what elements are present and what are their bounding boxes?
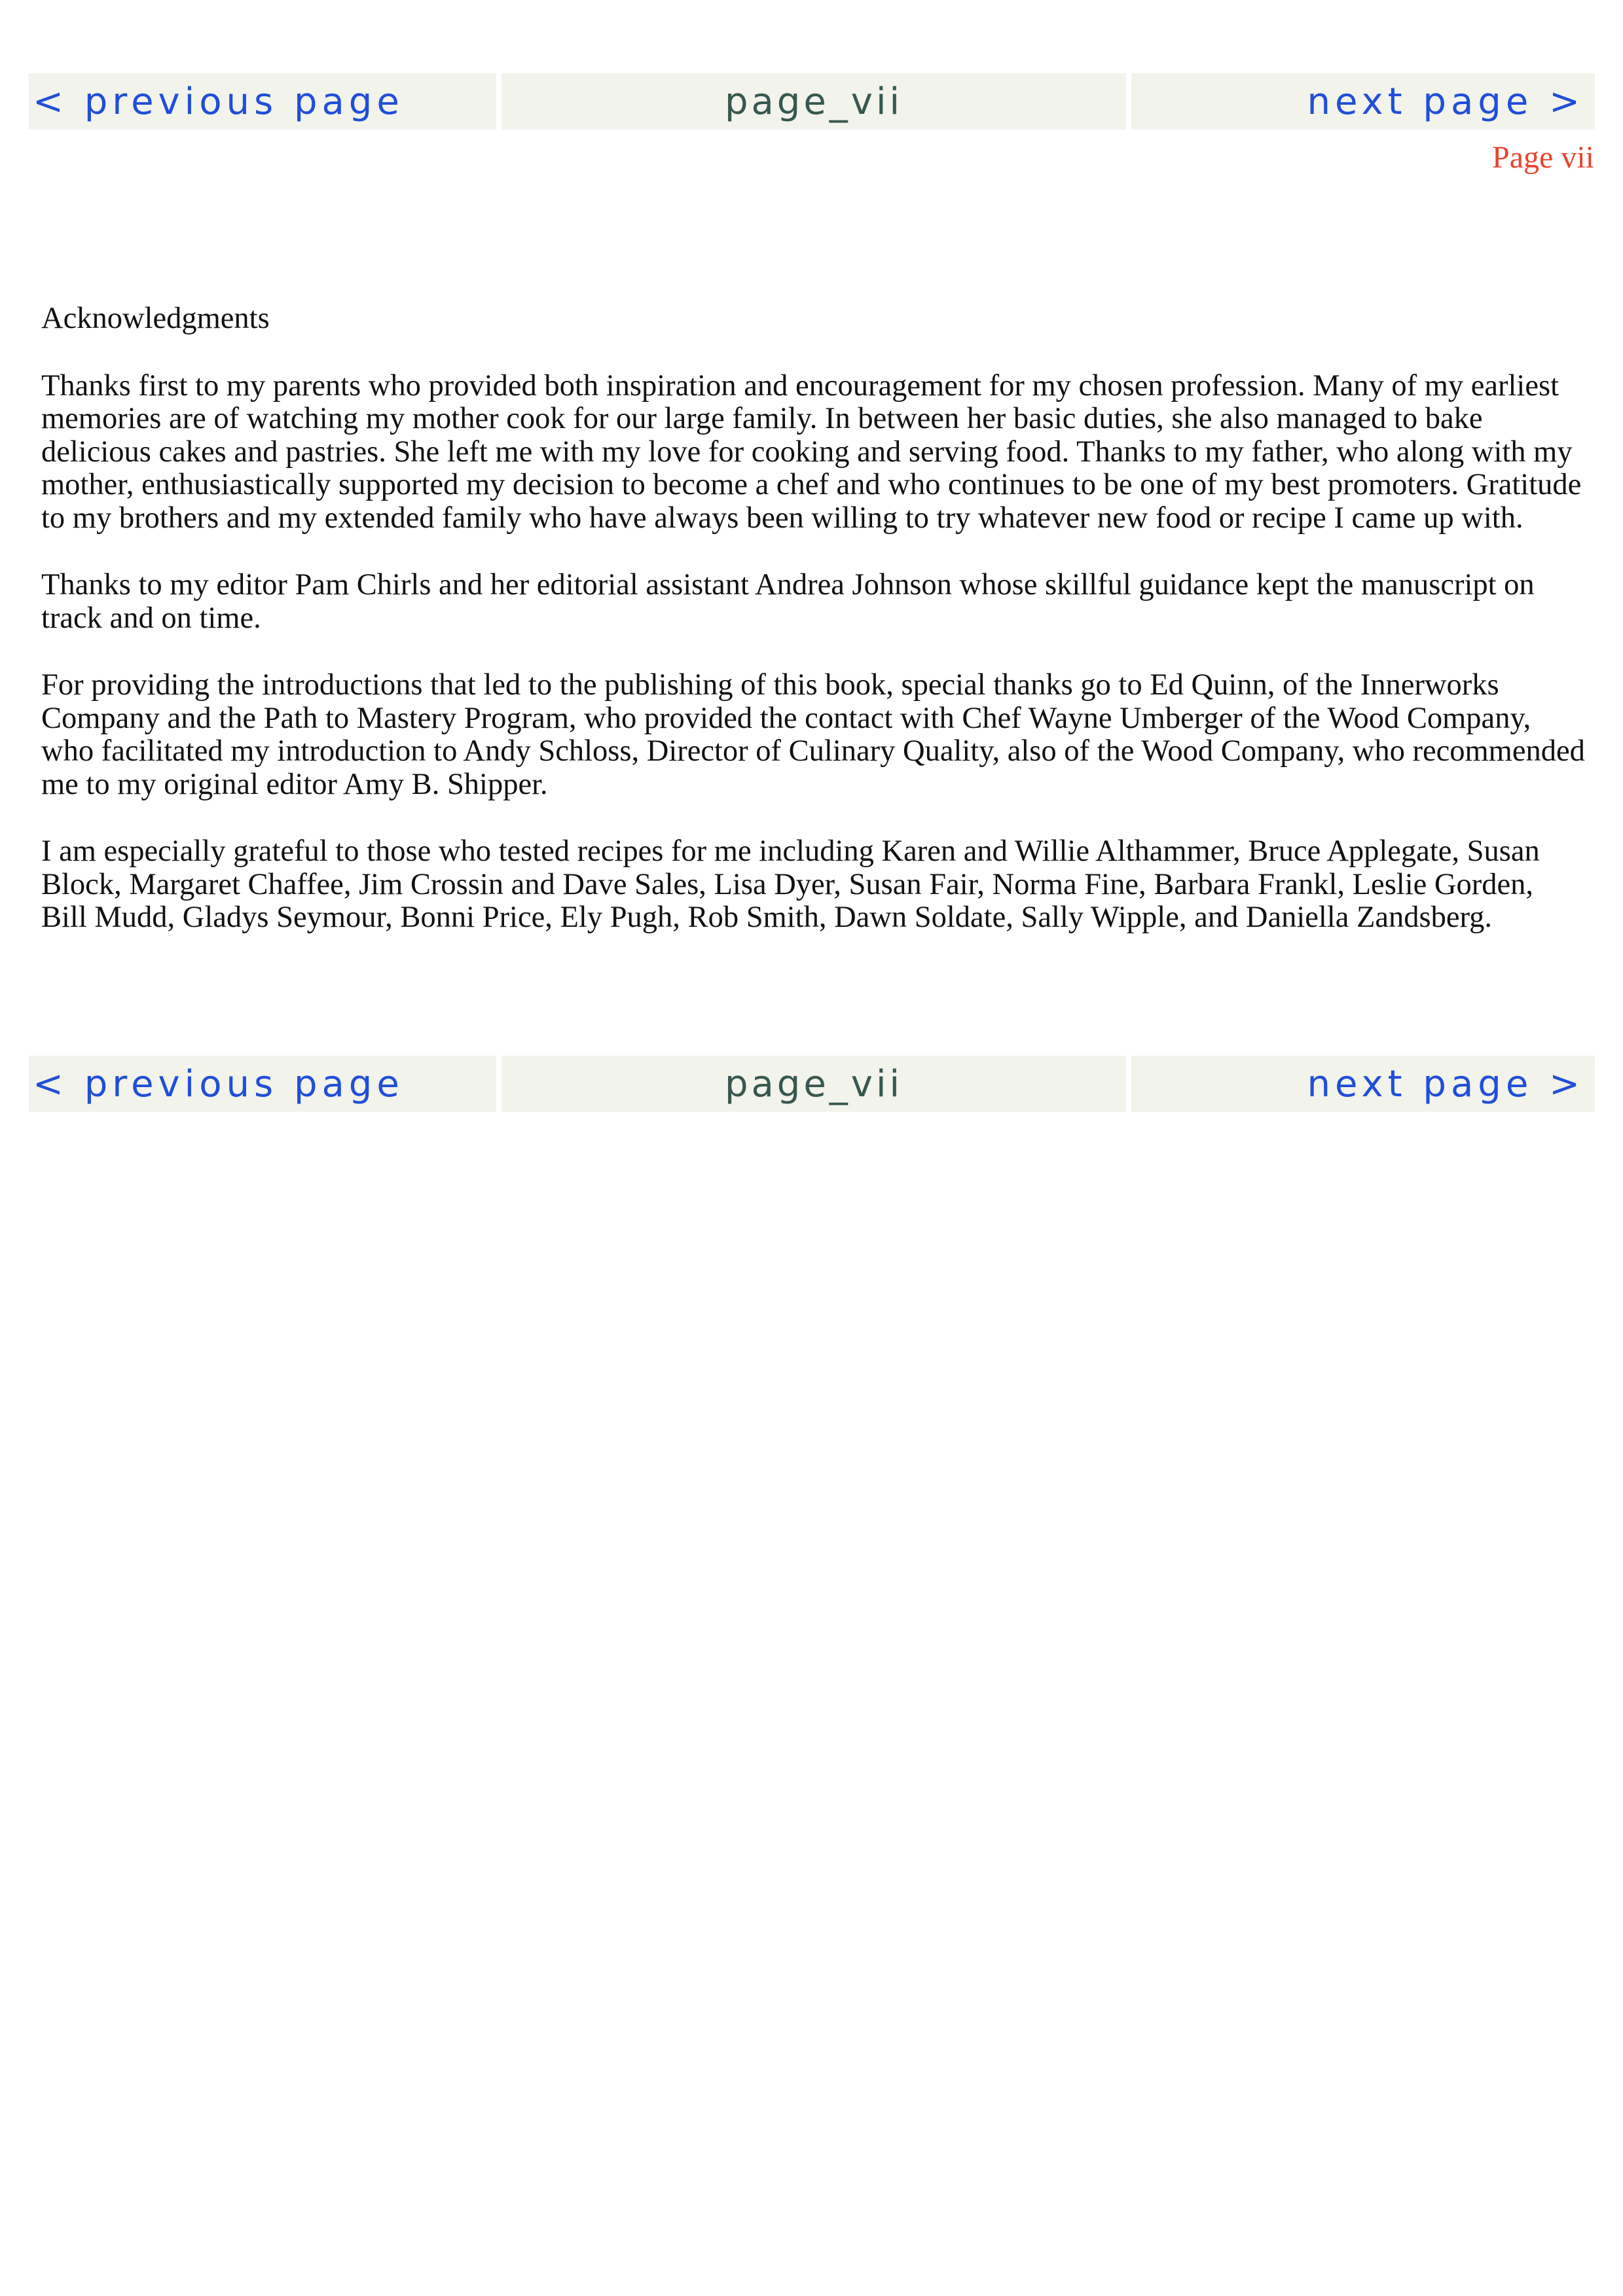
page-number-marker: Page vii bbox=[1492, 140, 1594, 175]
previous-page-link[interactable]: < previous page bbox=[29, 1056, 496, 1112]
next-page-link[interactable]: next page > bbox=[1131, 73, 1595, 130]
paragraph-recipe-testers: I am especially grateful to those who tested recipes for me including Karen and Willie Althammer, Bruce Applegate, Susan Block, Margaret Chaffee, Jim Crossin and Dave Sales, Lisa Dyer, Susan Fair, Norma Fine, Barbara Frankl, Leslie Gorden, Bill Mudd, Gladys Seymour, Bonni Price, Ely Pugh, Rob Smith, Dawn Soldate, Sally Wipple, and Daniella Zandsberg. bbox=[41, 834, 1540, 934]
paragraph-introductions: For providing the introductions that led to the publishing of this book, special thanks go to Ed Quinn, of the Innerworks Company and the Path to Mastery Program, who provided the contact with Chef Wayne Umberger of the Wood Company, who facilitated my introduction to Andy Schloss, Director of Culinary Quality, also of the Wood Company, who recommended me to my original editor Amy B. Shipper. bbox=[41, 668, 1585, 801]
previous-page-link[interactable]: < previous page bbox=[29, 73, 496, 130]
paragraph-parents: Thanks first to my parents who provided both inspiration and encouragement for my chosen profession. Many of my earliest memories are of watching my mother cook for our large family. In between her basic duties, she also managed to bake delicious cakes and pastries. She left me with my love for cooking and serving food. Thanks to my father, who along with my mother, enthusiastically supported my decision to become a chef and who continues to be one of my best promoters. Gratitude to my brothers and my extended family who have always been willing to try whatever new food or recipe I came up with. bbox=[41, 368, 1582, 535]
page-label: page_vii bbox=[501, 73, 1126, 130]
page-label: page_vii bbox=[501, 1056, 1126, 1112]
top-navigation-bar bbox=[29, 73, 1595, 130]
document-body bbox=[41, 302, 1586, 969]
next-page-link[interactable]: next page > bbox=[1131, 1056, 1595, 1112]
paragraph-editor: Thanks to my editor Pam Chirls and her editorial assistant Andrea Johnson whose skillful guidance kept the manuscript on track and on time. bbox=[41, 568, 1535, 635]
bottom-navigation-bar bbox=[29, 1056, 1595, 1112]
section-heading: Acknowledgments bbox=[41, 302, 270, 335]
